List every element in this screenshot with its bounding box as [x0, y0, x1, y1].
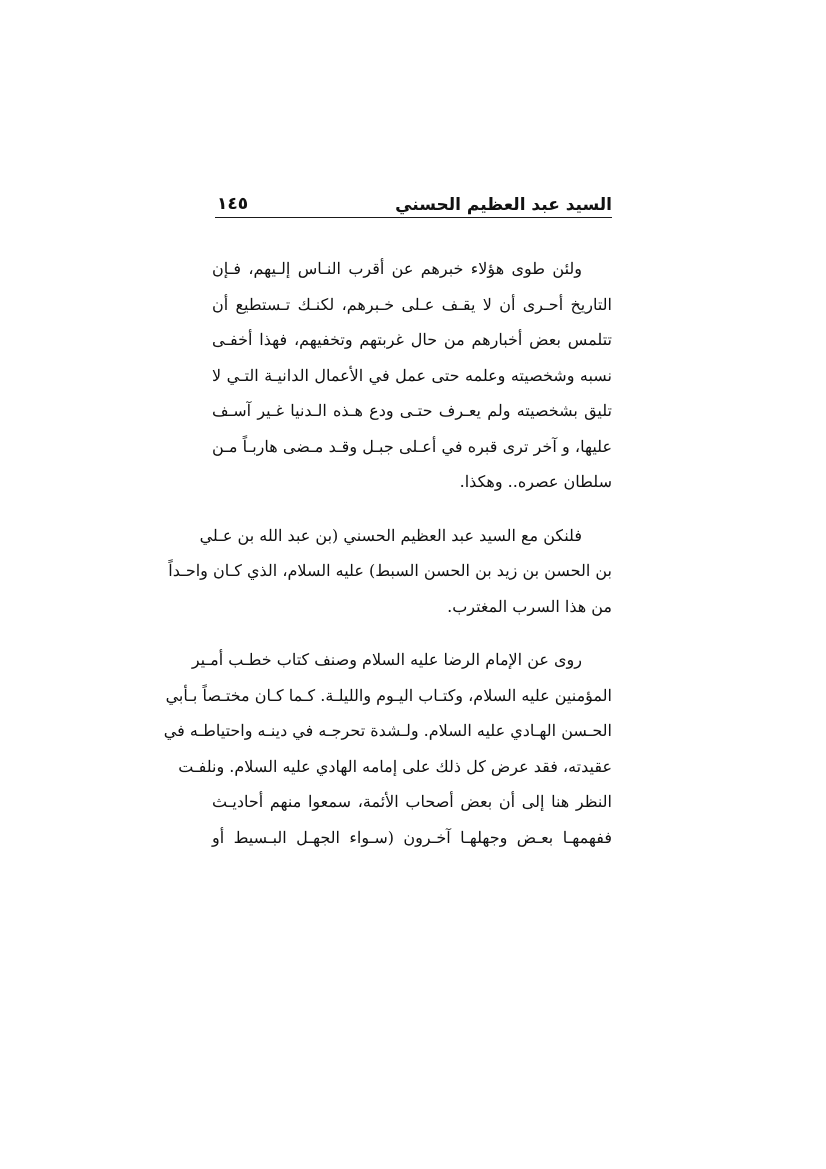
text-line: عليها، و آخر ترى قبره في أعـلى جبـل وقـد مـضى هاربـاً مـن: [212, 436, 612, 456]
text-line: النظر هنا إلى أن بعض أصحاب الأئمة، سمعوا منهم أحاديـث: [212, 792, 612, 811]
text-line: عقيدته، فقد عرض كل ذلك على إمامه الهادي عليه السلام. ونلفـت: [178, 756, 612, 776]
text-line: نسبه وشخصيته وعلمه حتى عمل في الأعمال الدانيـة التـي لا: [212, 365, 612, 385]
text-line: ولئن طوى هؤلاء خبرهم عن أقرب النـاس إلـيهم، فـإن: [212, 259, 582, 278]
paragraph: [212, 251, 612, 500]
text-line: فلنكن مع السيد عبد العظيم الحسني (بن عبد الله بن عـلي: [199, 525, 582, 545]
text-line: التاريخ أحـرى أن لا يقـف عـلى خـبرهم، لكنـك تـستطيع أن: [212, 294, 612, 314]
header-title: السيد عبد العظيم الحسني: [395, 195, 612, 215]
paragraph: [163, 642, 612, 855]
text-line: الحـسن الهـادي عليه السلام. ولـشدة تحرجـه في دينـه واحتياطـه في: [163, 721, 612, 740]
page-number: ١٤٥: [217, 194, 249, 214]
header-rule: [215, 217, 612, 218]
paragraph: [168, 518, 612, 625]
text-line: بن الحسن بن زيد بن الحسن السبط) عليه السلام، الذي كـان واحـداً: [168, 561, 612, 580]
body-text: [163, 251, 612, 873]
text-line: تتلمس بعض أخبارهم من حال غربتهم وتخفيهم، فهذا أخفـى: [212, 330, 612, 349]
text-line: من هذا السرب المغترب.: [447, 596, 612, 616]
text-line: ففهمهـا بعـض وجهلهـا آخـرون (سـواء الجهـل البـسيط أو: [212, 827, 612, 847]
text-line: المؤمنين عليه السلام، وكتـاب اليـوم والليلـة. كـما كـان مختـصاً بـأبي: [165, 685, 612, 705]
text-line: سلطان عصره.. وهكذا.: [459, 472, 612, 491]
text-line: تليق بشخصيته ولم يعـرف حتـى ودع هـذه الـدنيا غـير آسـف: [212, 401, 612, 420]
text-line: روى عن الإمام الرضا عليه السلام وصنف كتاب خطـب أمـير: [191, 650, 582, 669]
running-header: [215, 190, 612, 220]
